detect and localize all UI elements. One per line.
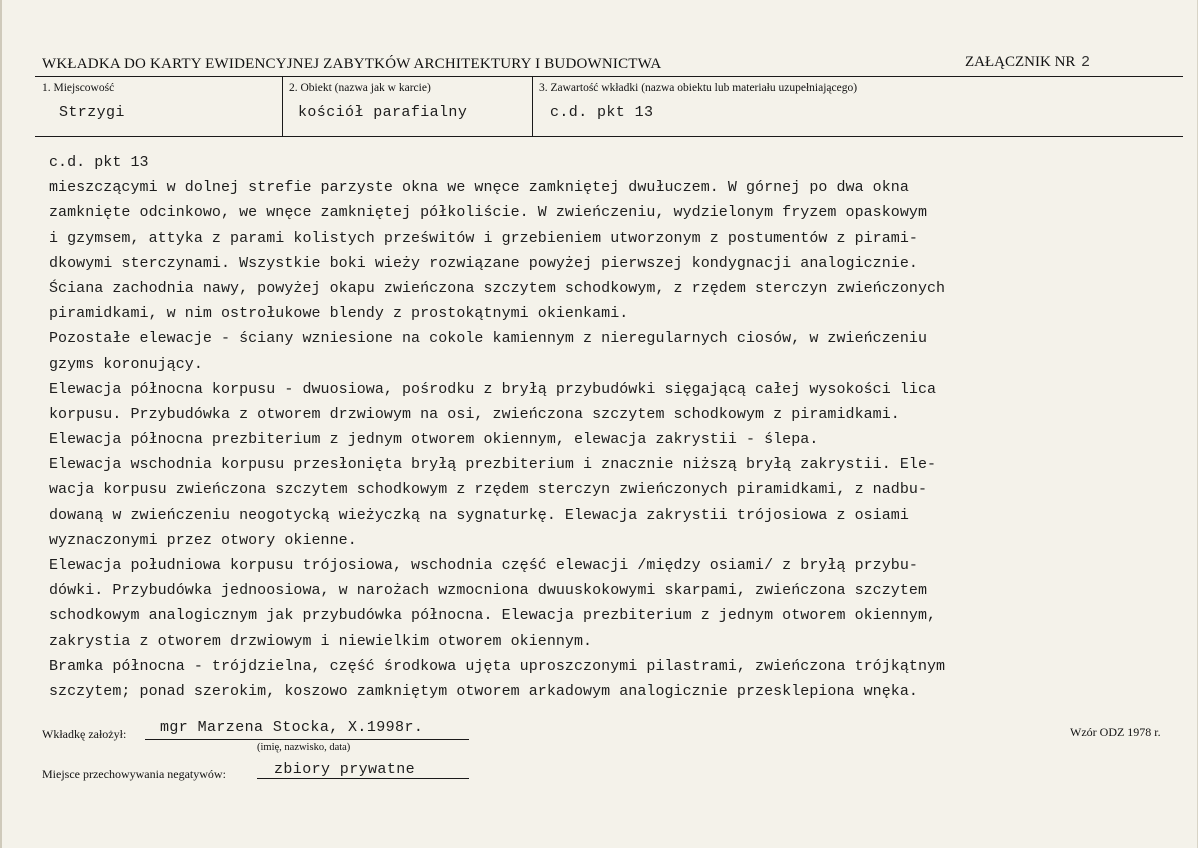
author-value: mgr Marzena Stocka, X.1998r. xyxy=(160,719,424,736)
header-rule xyxy=(35,76,1183,77)
text-line: piramidkami, w nim ostrołukowe blendy z prostokątnymi okienkami. xyxy=(49,305,629,323)
annex-number: 2 xyxy=(1081,53,1090,70)
text-line: Elewacja północna korpusu - dwuosiowa, pośrodku z bryłą przybudówki sięgającą całej wysokości lica xyxy=(49,380,937,398)
text-line: Pozostałe elewacje - ściany wzniesione na cokole kamiennym z nieregularnych ciosów, w zwieńczeniu xyxy=(49,330,927,348)
fields-divider-1 xyxy=(282,77,283,136)
text-line: dowaną w zwieńczeniu neogotycką wieżyczką na sygnaturkę. Elewacja zakrystii trójosiowa z osiami xyxy=(49,506,909,524)
text-line: Bramka północna - trójdzielna, część środkowa ujęta uproszczonymi pilastrami, zwieńczona trójkątnym xyxy=(49,657,946,675)
fields-divider-2 xyxy=(532,77,533,136)
text-line: c.d. pkt 13 xyxy=(49,154,149,171)
description-text xyxy=(49,150,1179,704)
locality-value: Strzygi xyxy=(59,104,125,121)
text-line: Elewacja wschodnia korpusu przesłonięta bryłą prezbiterium i znacznie niższą bryłą zakrystii. Ele- xyxy=(49,456,937,474)
annex-label-container xyxy=(965,53,1090,71)
text-line: gzyms koronujący. xyxy=(49,355,203,373)
content-label: 3. Zawartość wkładki (nazwa obiektu lub materiału uzupełniającego) xyxy=(539,82,858,94)
object-value: kościół parafialny xyxy=(298,104,468,121)
text-line: korpusu. Przybudówka z otworem drzwiowym na osi, zwieńczona szczytem schodkowym z piramidkami. xyxy=(49,405,900,423)
locality-label: 1. Miejscowość xyxy=(42,82,115,94)
negatives-underline xyxy=(257,778,469,779)
form-model: Wzór ODZ 1978 r. xyxy=(1070,725,1161,739)
text-line: dówki. Przybudówka jednoosiowa, w narożach wzmocniona dwuuskokowymi skarpami, zwieńczona szczytem xyxy=(49,582,927,600)
text-line: dkowymi sterczynami. Wszystkie boki wieży rozwiązane powyżej pierwszej kondygnacji analogicznie. xyxy=(49,254,918,272)
object-label: 2. Obiekt (nazwa jak w karcie) xyxy=(289,82,431,94)
text-line: zamknięte odcinkowo, we wnęce zamkniętej półkoliście. W zwieńczeniu, wydzielonym fryzem opaskowym xyxy=(49,204,927,222)
text-line: mieszczącymi w dolnej strefie parzyste okna we wnęce zamkniętej dwułuczem. W górnej po dwa okna xyxy=(49,179,909,197)
text-line: wacja korpusu zwieńczona szczytem schodkowym z rzędem sterczyn zwieńczonych piramidkami, z nadbu- xyxy=(49,481,927,499)
negatives-value: zbiory prywatne xyxy=(274,761,416,778)
text-line: wyznaczonymi przez otwory okienne. xyxy=(49,531,357,549)
author-underline xyxy=(145,739,469,740)
text-line: Elewacja północna prezbiterium z jednym otworem okiennym, elewacja zakrystii - ślepa. xyxy=(49,431,819,449)
annex-label: ZAŁĄCZNIK NR xyxy=(965,54,1076,70)
text-line: Ściana zachodnia nawy, powyżej okapu zwieńczona szczytem schodkowym, z rzędem sterczyn zwieńczonych xyxy=(49,279,946,297)
negatives-label: Miejsce przechowywania negatywów: xyxy=(42,767,226,781)
text-line: schodkowym analogicznym jak przybudówka północna. Elewacja prezbiterium z jednym otworem okiennym, xyxy=(49,607,937,625)
text-line: i gzymsem, attyka z parami kolistych prześwitów i grzebieniem utworzonym z postumentów z pirami- xyxy=(49,229,918,247)
text-line: szczytem; ponad szerokim, koszowo zamkniętym otworem arkadowym analogicznie przesklepiona wnęka. xyxy=(49,682,918,700)
fields-bottom-rule xyxy=(35,136,1183,137)
form-title: WKŁADKA DO KARTY EWIDENCYJNEJ ZABYTKÓW ARCHITEKTURY I BUDOWNICTWA xyxy=(42,56,662,72)
content-value: c.d. pkt 13 xyxy=(550,104,654,121)
author-hint: (imię, nazwisko, data) xyxy=(257,742,351,753)
author-label: Wkładkę założył: xyxy=(42,727,127,741)
text-line: Elewacja południowa korpusu trójosiowa, wschodnia część elewacji /między osiami/ z bryłą przybu- xyxy=(49,557,918,574)
text-line: zakrystia z otworem drzwiowym i niewielkim otworem okiennym. xyxy=(49,632,593,650)
